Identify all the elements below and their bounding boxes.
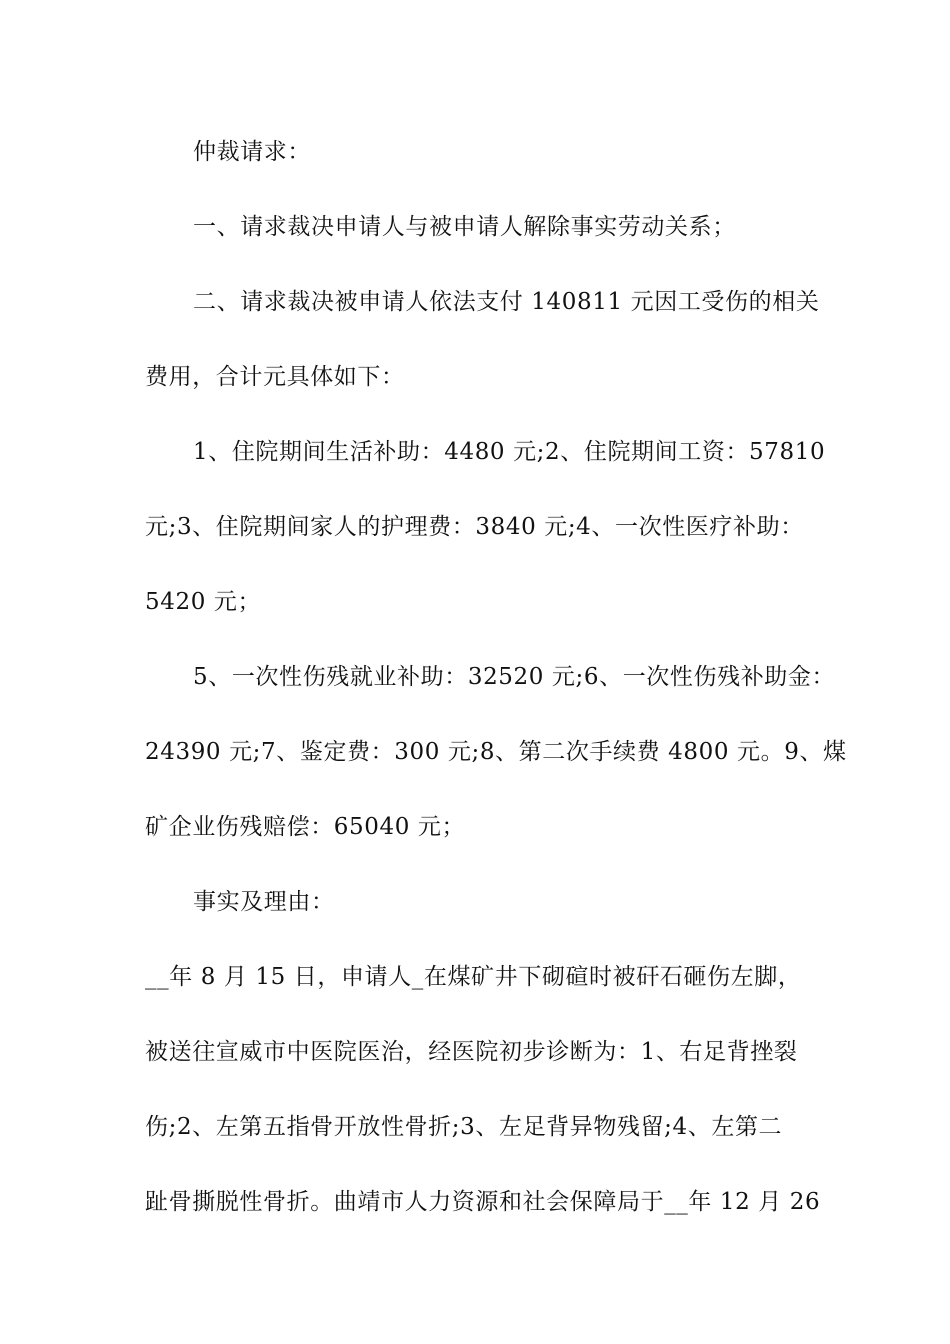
section-heading-facts-and-reasons: 事实及理由： [193, 889, 335, 915]
paragraph-line: 二、请求裁决被申请人依法支付 140811 元因工受伤的相关 [193, 289, 820, 315]
paragraph-line: 伤;2、左第五指骨开放性骨折;3、左足背异物残留;4、左第二 [145, 1114, 783, 1140]
paragraph-line: __年 8 月 15 日，申请人_在煤矿井下砌碹时被矸石砸伤左脚， [145, 964, 802, 990]
paragraph-line: 趾骨撕脱性骨折。曲靖市人力资源和社会保障局于__年 12 月 26 [145, 1189, 821, 1215]
paragraph-line: 一、请求裁决申请人与被申请人解除事实劳动关系； [193, 214, 736, 240]
section-heading-arbitration-requests: 仲裁请求： [193, 139, 311, 165]
paragraph-line: 5420 元； [145, 589, 262, 615]
paragraph-line: 被送往宣威市中医院医治，经医院初步诊断为：1、右足背挫裂 [145, 1039, 798, 1065]
paragraph-line: 24390 元;7、鉴定费：300 元;8、第二次手续费 4800 元。9、煤 [145, 739, 847, 765]
paragraph-line: 1、住院期间生活补助：4480 元;2、住院期间工资：57810 [193, 439, 826, 465]
paragraph-line: 矿企业伤残赔偿：65040 元； [145, 814, 466, 840]
paragraph-line: 元;3、住院期间家人的护理费：3840 元;4、一次性医疗补助： [145, 514, 804, 540]
paragraph-line: 5、一次性伤残就业补助：32520 元;6、一次性伤残补助金： [193, 664, 836, 690]
paragraph-line: 费用，合计元具体如下： [145, 364, 405, 390]
